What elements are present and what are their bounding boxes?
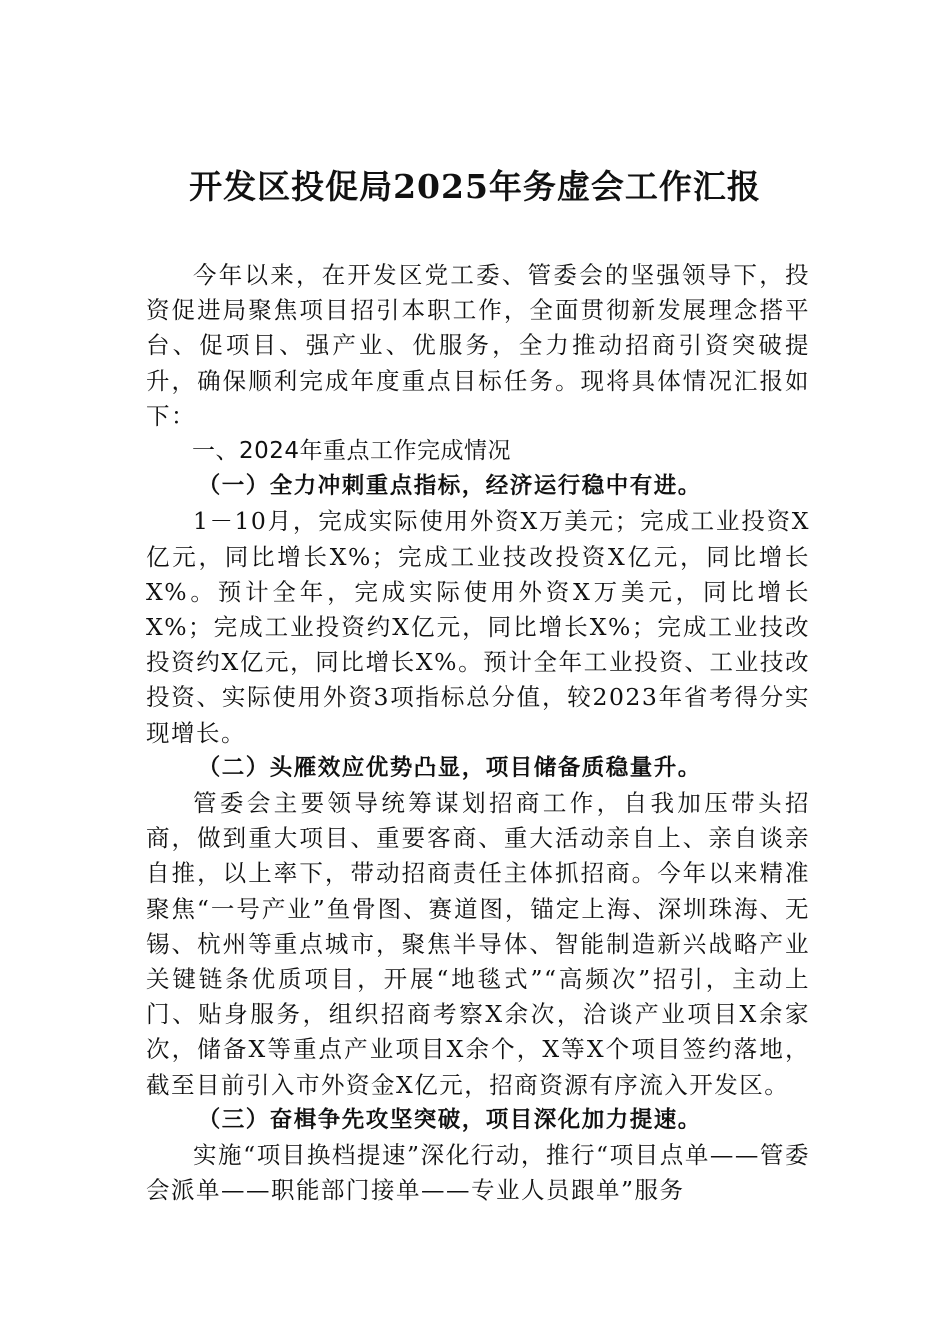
intro-paragraph: 今年以来，在开发区党工委、管委会的坚强领导下，投资促进局聚焦项目招引本职工作，全面贯彻新发展理念搭平台、促项目、强产业、优服务，全力推动招商引资突破提升，确保顺利完成年度重点目标任务。现将具体情况汇报如下：	[146, 261, 810, 430]
subsection-heading-3: （三）奋楫争先攻坚突破，项目深化加力提速。	[197, 1106, 702, 1133]
subsection-1-paragraph: 1－10月，完成实际使用外资X万美元；完成工业投资X亿元，同比增长X%；完成工业技改投资X亿元，同比增长X%。预计全年，完成实际使用外资X万美元，同比增长X%；完成工业投资约X亿元，同比增长X%；完成工业技改投资约X亿元，同比增长X%。预计全年工业投资、工业技改投资、实际使用外资3项指标总分值，较2023年省考得分实现增长。	[146, 507, 810, 747]
subsection-3-paragraph: 实施“项目换档提速”深化行动，推行“项目点单——管委会派单——职能部门接单——专业人员跟单”服务	[146, 1141, 810, 1205]
document-title: 开发区投促局2025年务虚会工作汇报	[189, 167, 761, 206]
subsection-heading-2: （二）头雁效应优势凸显，项目储备质稳量升。	[197, 754, 702, 781]
subsection-2-paragraph: 管委会主要领导统筹谋划招商工作，自我加压带头招商，做到重大项目、重要客商、重大活动亲自上、亲自谈亲自推，以上率下，带动招商责任主体抓招商。今年以来精准聚焦“一号产业”鱼骨图、赛道图，锚定上海、深圳珠海、无锡、杭州等重点城市，聚焦半导体、智能制造新兴战略产业关键链条优质项目，开展“地毯式”“高频次”招引，主动上门、贴身服务，组织招商考察X余次，洽谈产业项目X余家次，储备X等重点产业项目X余个，X等X个项目签约落地，截至目前引入市外资金X亿元，招商资源有序流入开发区。	[146, 789, 810, 1099]
document-body	[146, 258, 810, 1208]
subsection-heading-1: （一）全力冲刺重点指标，经济运行稳中有进。	[197, 473, 702, 500]
section-heading-1: 一、2024年重点工作完成情况	[192, 438, 512, 465]
